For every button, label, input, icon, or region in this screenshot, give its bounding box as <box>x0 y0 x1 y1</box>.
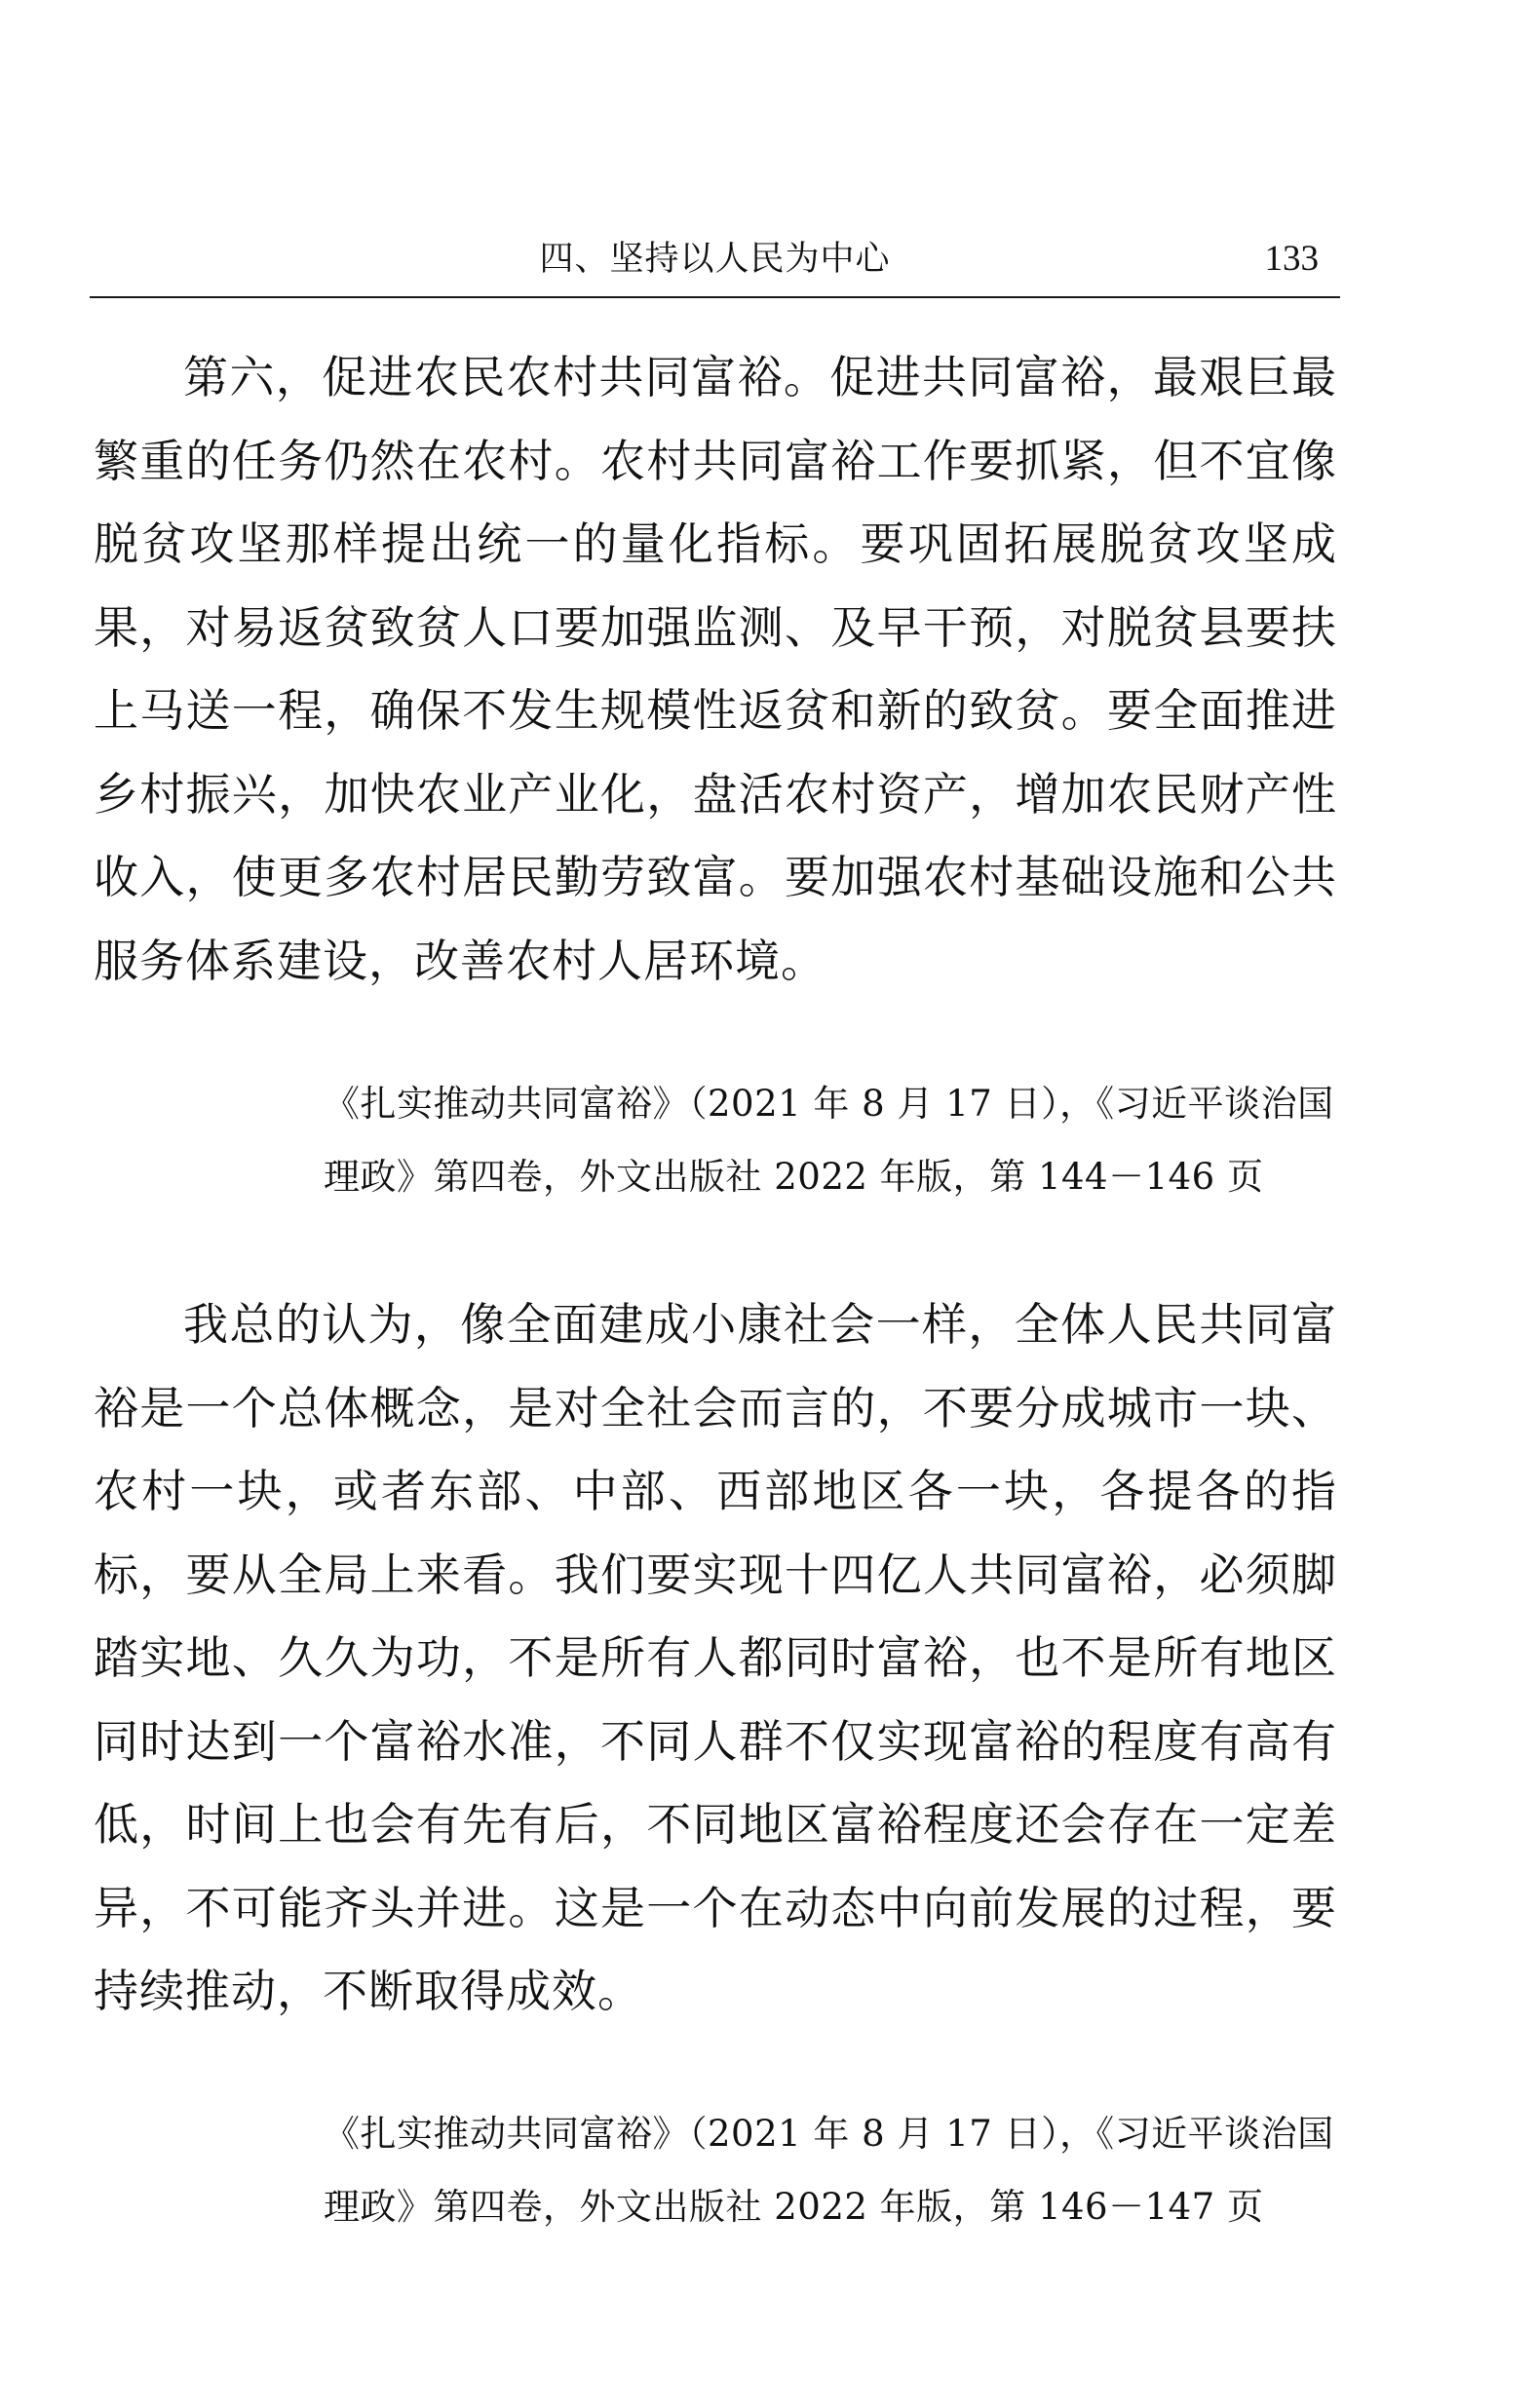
source-citation-1: 《扎实推动共同富裕》（2021 年 8 月 17 日），《习近平谈治国理政》第四卷，外文出版社 2022 年版，第 144－146 页 <box>324 1083 1334 1198</box>
body-paragraph-1: 第六，促进农民农村共同富裕。促进共同富裕，最艰巨最繁重的任务仍然在农村。农村共同富裕工作要抓紧，但不宜像脱贫攻坚那样提出统一的量化指标。要巩固拓展脱贫攻坚成果，对易返贫致贫人口要加强监测、及早干预，对脱贫县要扶上马送一程，确保不发生规模性返贫和新的致贫。要全面推进乡村振兴，加快农业产业化，盘活农村资产，增加农民财产性收入，使更多农村居民勤劳致富。要加强农村基础设施和公共服务体系建设，改善农村人居环境。 <box>94 351 1337 987</box>
chapter-title: 四、坚持以人民为中心 <box>539 240 891 279</box>
body-paragraph-2: 我总的认为，像全面建成小康社会一样，全体人民共同富裕是一个总体概念，是对全社会而言的，不要分成城市一块、农村一块，或者东部、中部、西部地区各一块，各提各的指标，要从全局上来看。我们要实现十四亿人共同富裕，必须脚踏实地、久久为功，不是所有人都同时富裕，也不是所有地区同时达到一个富裕水准，不同人群不仅实现富裕的程度有高有低，时间上也会有先有后，不同地区富裕程度还会存在一定差异，不可能齐头并进。这是一个在动态中向前发展的过程，要持续推动，不断取得成效。 <box>94 1298 1337 2017</box>
running-header <box>90 232 1340 298</box>
page-number: 133 <box>1264 239 1319 279</box>
source-citation-2: 《扎实推动共同富裕》（2021 年 8 月 17 日），《习近平谈治国理政》第四卷，外文出版社 2022 年版，第 146－147 页 <box>324 2113 1334 2228</box>
